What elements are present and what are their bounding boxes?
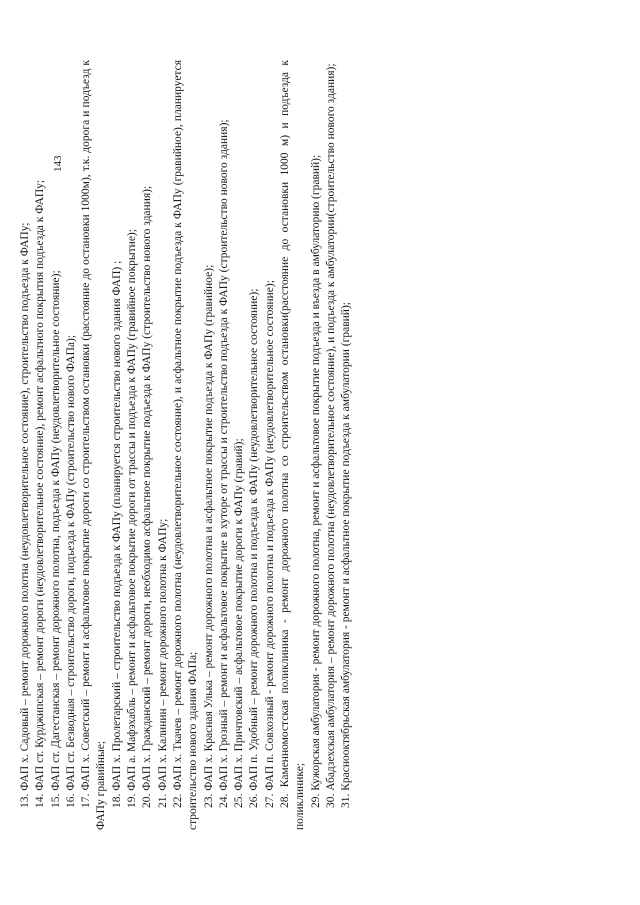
list-item: 22. ФАП х. Ткачев – ремонт дорожного полотна (неудовлетворительное состояние), и асфальтное покрытие подъезда к ФАПу (гравийное), планируется строительство нового здания ФАПа;	[171, 60, 200, 830]
list-item: 19. ФАП а. Мафэхабль – ремонт и асфальтовое покрытие дороги от трассы и подъезда к ФАПу (гравийное покрытие);	[126, 229, 139, 808]
list-item: 20. ФАП х. Гражданский – ремонт дороги, необходимо асфальтное покрытие подъезда к ФАПу (строительство нового здания);	[141, 185, 154, 808]
list-item: 16. ФАП ст. Безводная – строительство дороги, подъезда к ФАПу (строительство нового ФАПа);	[64, 334, 77, 808]
list-item: 15. ФАП ст. Дагестанская – ремонт дорожного полотна, подъезда к ФАПу (неудовлетворительное состояние);	[49, 270, 62, 808]
page-number: 143	[52, 155, 64, 172]
list-item: 30. Абадзехская амбулатория – ремонт дорожного полотна (неудовлетворительное состояние), и подъезда к амбулатории(строительство нового здания);	[324, 63, 337, 808]
list-item: 27. ФАП п. Совхозный - ремонт дорожного полотна и подъезда к ФАПу (неудовлетворительное состояние);	[263, 280, 276, 808]
list-item: 14. ФАП ст. Курджипская – ремонт дороги (неудовлетворительное состояние), ремонт асфальтного покрытия подъезда к ФАПу;	[34, 179, 47, 808]
list-item: 26. ФАП п. Удобный – ремонт дорожного полотна и подъезда к ФАПу (неудовлетворительное состояние);	[248, 288, 261, 808]
list-item: 31. Краснооктябрьская амбулатория - ремонт и асфальтное покрытие подъезда к амбулатории (гравий);	[340, 302, 353, 808]
list-item: 28. Каменномостская поликлиника - ремонт дорожного полотна со строительством остановки(расстояние до остановки 1000 м) и подъезда к поликлинике;	[279, 60, 307, 830]
list-item: 21. ФАП х. Калинин – ремонт дорожного полотна к ФАПу;	[156, 518, 169, 808]
list-item: 25. ФАП х. Причтовский – асфальтовое покрытие дороги к ФАПу (гравий);	[233, 438, 246, 808]
list-item: 23. ФАП х. Красная Улька – ремонт дорожного полотна и асфальтное покрытие подъезда к ФАПу (гравийное);	[202, 264, 215, 808]
list-item: 17. ФАП х. Советский – ремонт и асфальтовое покрытие дороги со строительством остановки (расстояние до остановки 1000м), т.к. дорога и подъезд к ФАПу гравийные;	[80, 60, 108, 830]
list-item: 29. Кужорская амбулатория - ремонт дорожного полотна, ремонт и асфальтовое покрытие подъезда и въезда в амбулаторию (гравий);	[309, 154, 322, 808]
list-item: 13. ФАП х. Садовый – ремонт дорожного полотна (неудовлетворительное состояние), строительство подъезда к ФАПу;	[19, 222, 31, 808]
list-item: 24. ФАП х. Грозный – ремонт и асфальтовое покрытие в хуторе от трассы и строительство подъезда к ФАПу (строительство нового здания);	[217, 119, 230, 808]
list-item: 18. ФАП х. Пролетарский – строительство подъезда к ФАПу (планируется строительство нового здания ФАП) ;	[110, 260, 123, 808]
document-body	[18, 60, 355, 830]
